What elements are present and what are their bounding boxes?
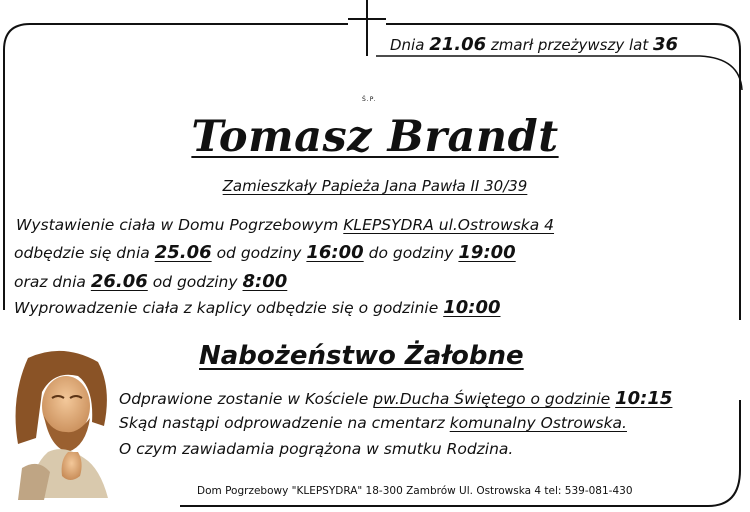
departure-prefix: Wyprowadzenie ciała z kaplicy odbędzie się o godzinie [14,299,439,317]
service-title: Nabożeństwo Żałobne [199,341,524,371]
death-middle: zmarł przeżywszy lat [490,36,649,54]
from-label: od godziny [216,244,302,262]
address: Zamieszkały Papieża Jana Pawła II 30/39 [222,177,528,195]
date-prefix: odbędzie się dnia [14,244,150,262]
from-time-2: 8:00 [242,271,288,292]
cemetery-name: komunalny Ostrowska. [449,414,627,432]
service-line-1 [119,388,672,409]
death-prefix: Dnia [390,36,425,54]
service-line-3: O czym zawiadamia pogrążona w smutku Rodzina. [119,440,514,458]
viewing-date-1: 25.06 [154,242,212,263]
to-time-1: 19:00 [458,242,516,263]
church-prefix: Odprawione zostanie w Kościele [119,390,369,408]
date2-prefix: oraz dnia [14,273,86,291]
viewing-place: KLEPSYDRA ul.Ostrowska 4 [343,216,555,234]
church-name: pw.Ducha Świętego o godzinie [373,390,611,408]
cross-icon [366,0,368,56]
age: 36 [653,34,679,55]
from-time-1: 16:00 [306,242,364,263]
viewing-prefix: Wystawienie ciała w Domu Pogrzebowym [16,216,339,234]
praying-jesus-image [8,348,118,500]
viewing-line-3 [14,271,287,292]
viewing-line-2 [14,242,516,263]
deceased-name: Tomasz Brandt [191,112,559,162]
viewing-line-1 [16,216,554,234]
cross-icon-bar [348,18,386,20]
service-line-2 [119,414,627,432]
footer-contact: Dom Pogrzebowy "KLEPSYDRA" 18-300 Zambrów Ul. Ostrowska 4 tel: 539-081-430 [197,485,633,497]
death-info [390,34,678,55]
departure-time: 10:00 [443,297,501,318]
cemetery-prefix: Skąd nastąpi odprowadzenie na cmentarz [119,414,445,432]
service-time: 10:15 [615,388,673,409]
departure-line [14,297,501,318]
death-date: 21.06 [429,34,487,55]
from-label-2: od godziny [152,273,238,291]
viewing-date-2: 26.06 [90,271,148,292]
to-label: do godziny [368,244,454,262]
sp-label: Ś.P. [362,96,377,103]
